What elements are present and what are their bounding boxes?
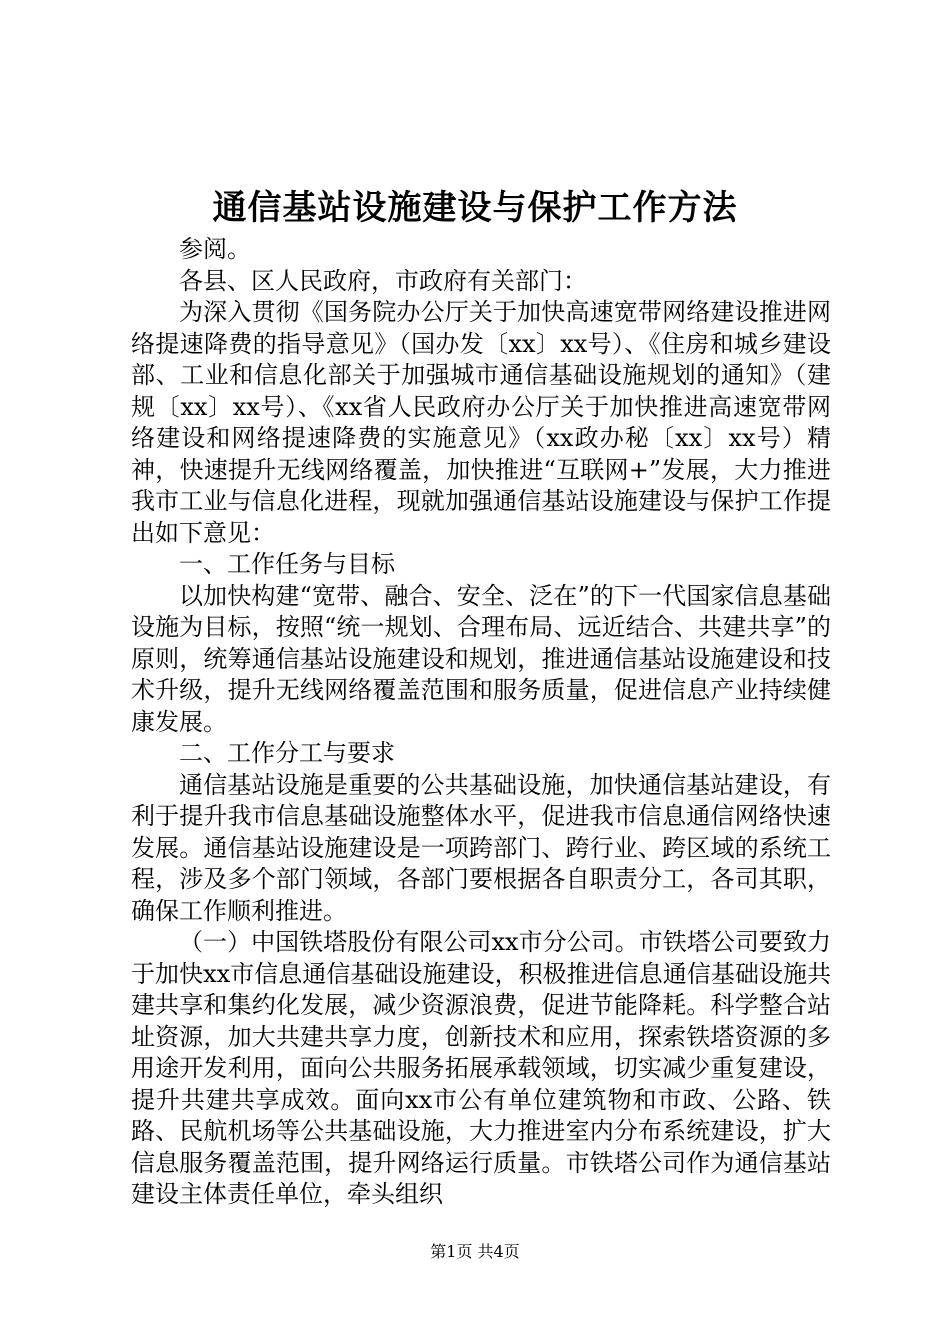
page-number-footer: 第1页 共4页 — [430, 1242, 520, 1261]
paragraph-tower-company: （一）中国铁塔股份有限公司xx市分公司。市铁塔公司要致力于加快xx市信息通信基础设施建设，积极推进信息通信基础设施共建共享和集约化发展，减少资源浪费，促进节能降耗。科学整合站址资源，加大共建共享力度，创新技术和应用，探索铁塔资源的多用途开发利用，面向公共服务拓展承载领域，切实减少重复建设，提升共建共享成效。面向xx市公有单位建筑物和市政、公路、铁路、民航机场等公共基础设施，大力推进室内分布系统建设，扩大信息服务覆盖范围，提升网络运行质量。市铁塔公司作为通信基站建设主体责任单位，牵头组织 — [131, 928, 831, 1208]
paragraph-intro: 为深入贯彻《国务院办公厅关于加快高速宽带网络建设推进网络提速降费的指导意见》（国办发〔xx〕xx号）、《住房和城乡建设部、工业和信息化部关于加强城市通信基础设施规划的通知》（建规〔xx〕xx号）、《xx省人民政府办公厅关于加快推进高速宽带网络建设和网络提速降费的实施意见》（xx政办秘〔xx〕xx号）精神，快速提升无线网络覆盖，加快推进“互联网+”发展，大力推进我市工业与信息化进程，现就加强通信基站设施建设与保护工作提出如下意见： — [131, 298, 831, 547]
section-heading-1: 一、工作任务与目标 — [179, 550, 395, 578]
document-body — [131, 234, 831, 1211]
document-title: 通信基站设施建设与保护工作方法 — [212, 188, 738, 228]
section-heading-2: 二、工作分工与要求 — [179, 739, 395, 767]
paragraph-goals: 以加快构建“宽带、融合、安全、泛在”的下一代国家信息基础设施为目标，按照“统一规划、合理布局、远近结合、共建共享”的原则，统筹通信基站设施建设和规划，推进通信基站设施建设和技术升级，提升无线网络覆盖范围和服务质量，促进信息产业持续健康发展。 — [131, 581, 831, 736]
paragraph-division: 通信基站设施是重要的公共基础设施，加快通信基站建设，有利于提升我市信息基础设施整体水平，促进我市信息通信网络快速发展。通信基站设施建设是一项跨部门、跨行业、跨区域的系统工程，涉及多个部门领域，各部门要根据各自职责分工，各司其职，确保工作顺利推进。 — [131, 770, 831, 925]
paragraph-recipients: 各县、区人民政府，市政府有关部门： — [179, 266, 587, 295]
paragraph-reference: 参阅。 — [179, 235, 251, 263]
